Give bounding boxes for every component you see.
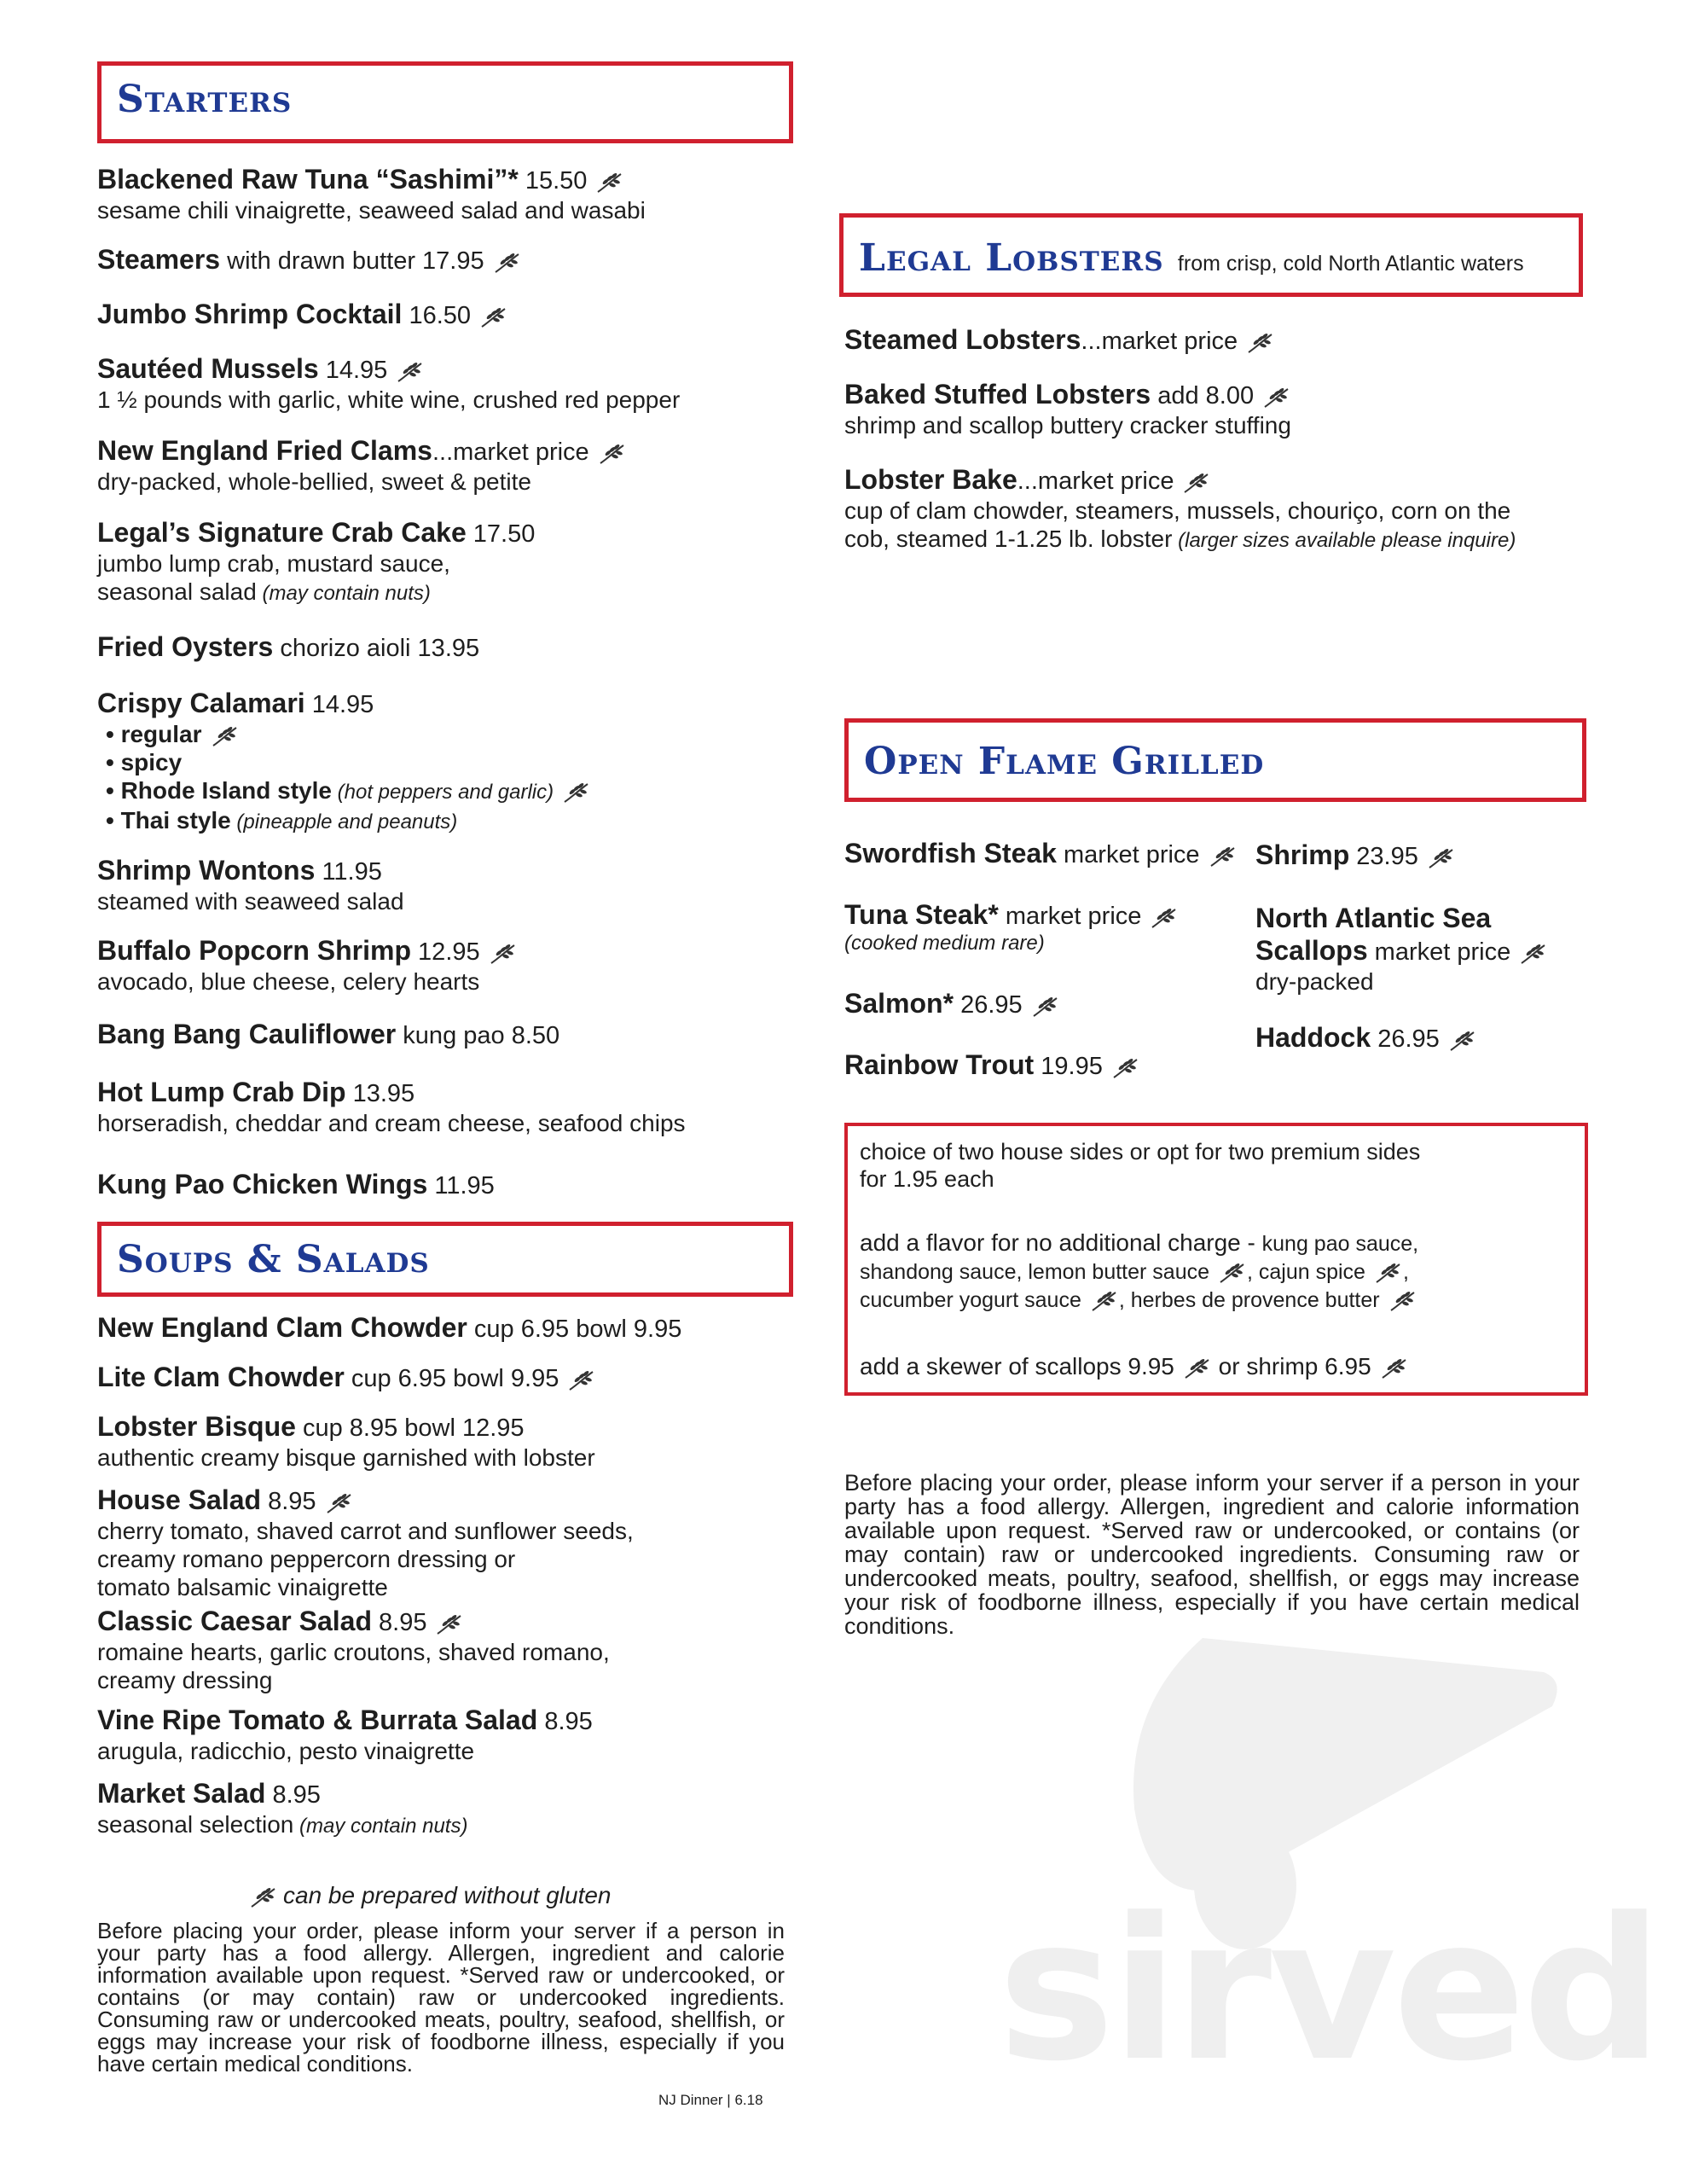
menu-item-name: Lobster Bake: [844, 464, 1017, 495]
menu-item: [97, 855, 797, 915]
option-label: • Rhode Island style: [106, 777, 332, 804]
menu-item-name: New England Clam Chowder: [97, 1312, 467, 1343]
allergy-disclaimer-left: Before placing your order, please inform your server if a person in your party has a food allergy. Allergen, ingredient and calorie information available upon request. *Served raw or undercooked, or contains (or may contain) raw or undercooked ingredients. Consuming raw or undercooked meats, poultry, seafood, shellfish, or eggs may increase your risk of foodborne illness, especially if you have certain medical conditions.: [97, 1918, 785, 2077]
skewer-shrimp: or shrimp 6.95: [1211, 1353, 1371, 1380]
gluten-free-icon: [396, 360, 425, 382]
watermark-text: sirved: [998, 1877, 1660, 2105]
menu-item-name: Baked Stuffed Lobsters: [844, 379, 1151, 410]
menu-item-header: [97, 244, 797, 276]
menu-item-price: 8.50: [504, 1022, 560, 1049]
gluten-free-icon: [479, 305, 508, 328]
menu-item: [1255, 903, 1597, 935]
menu-item-detail: ...market price: [1081, 328, 1238, 355]
sides-line-1: choice of two house sides or opt for two premium sides: [860, 1139, 1421, 1165]
menu-item-name: Fried Oysters: [97, 631, 274, 662]
menu-item-header: [1255, 1022, 1597, 1054]
flavor-option-kung-pao: kung pao sauce,: [1261, 1232, 1419, 1256]
menu-item: [97, 353, 797, 414]
menu-item-price: 19.95: [1034, 1053, 1103, 1080]
gluten-free-icon: [1150, 906, 1179, 928]
menu-item-description: jumbo lump crab, mustard sauce,: [97, 550, 450, 577]
menu-item-header: [97, 435, 797, 468]
menu-item-option: [106, 776, 797, 806]
menu-item-option: [106, 748, 797, 776]
menu-item-price: 11.95: [427, 1172, 495, 1199]
menu-item-description: creamy dressing: [97, 1667, 273, 1693]
menu-item-header: [97, 299, 797, 331]
menu-item-header: [97, 631, 797, 664]
menu-item-description: arugula, radicchio, pesto vinaigrette: [97, 1738, 475, 1764]
gluten-free-icon: [1380, 1357, 1409, 1380]
menu-item-detail: ...market price: [1017, 468, 1174, 495]
menu-item-header: [97, 1705, 797, 1737]
menu-item-price: 8.00: [1198, 382, 1255, 410]
flavor-option-shandong-lemon: shandong sauce, lemon butter sauce: [860, 1260, 1209, 1284]
menu-item-name: Kung Pao Chicken Wings: [97, 1169, 428, 1199]
gluten-free-icon: [567, 1368, 596, 1391]
menu-item-price: 23.95: [1349, 843, 1418, 870]
menu-item-name: Classic Caesar Salad: [97, 1606, 372, 1636]
menu-item-header: [97, 1411, 797, 1443]
menu-item-price: 14.95: [318, 357, 388, 384]
menu-item-name: House Salad: [97, 1484, 262, 1515]
menu-item: [97, 1411, 797, 1472]
menu-item-price: 8.95: [261, 1488, 316, 1515]
menu-item-header: [844, 379, 1595, 411]
menu-item: [97, 1778, 797, 1840]
menu-item-name: Haddock: [1255, 1022, 1371, 1053]
menu-item-price: 26.95: [954, 991, 1023, 1019]
menu-item: [1255, 935, 1597, 996]
gluten-free-icon: [1448, 1029, 1477, 1051]
menu-item-description: tomato balsamic vinaigrette: [97, 1574, 388, 1600]
menu-item-header: [97, 855, 797, 887]
soups-title: Soups & Salads: [117, 1238, 430, 1281]
gluten-free-icon: [1031, 995, 1060, 1017]
menu-item-note: (may contain nuts): [293, 1815, 468, 1838]
flavor-option-cucumber: cucumber yogurt sauce: [860, 1288, 1081, 1312]
menu-item-header: [97, 353, 797, 386]
menu-item-option: [106, 806, 797, 836]
option-label: • regular: [106, 721, 202, 747]
gluten-free-icon: [325, 1491, 354, 1513]
menu-item-description: avocado, blue cheese, celery hearts: [97, 968, 480, 995]
menu-item-header: [97, 1312, 797, 1345]
menu-item-detail: market price: [1367, 938, 1511, 966]
menu-item-note: (larger sizes available please inquire): [1172, 529, 1516, 552]
menu-item-detail: ...market price: [432, 439, 589, 466]
gluten-free-icon: [1182, 471, 1211, 493]
menu-item-note: (cooked medium rare): [844, 932, 1045, 955]
sides-line-2: for 1.95 each: [860, 1166, 994, 1192]
menu-item-description: horseradish, cheddar and cream cheese, seafood chips: [97, 1110, 686, 1136]
menu-item-detail: kung pao: [396, 1022, 505, 1049]
gluten-free-icon: [1519, 942, 1548, 964]
gluten-free-icon: [211, 725, 240, 747]
menu-item-description: cherry tomato, shaved carrot and sunflower seeds,: [97, 1518, 634, 1544]
menu-item-description: dry-packed: [1255, 968, 1374, 995]
flavor-option-herbes: , herbes de provence butter: [1118, 1288, 1380, 1312]
menu-item-header: [844, 324, 1595, 357]
menu-item: [844, 988, 1254, 1020]
menu-item: [844, 1049, 1254, 1082]
menu-item-description: shrimp and scallop buttery cracker stuffing: [844, 412, 1291, 439]
menu-item-detail: add: [1151, 382, 1199, 410]
flavor-option-cajun: , cajun spice: [1247, 1260, 1365, 1284]
menu-item-description: sesame chili vinaigrette, seaweed salad and wasabi: [97, 197, 646, 224]
menu-item-price: 14.95: [304, 691, 374, 718]
menu-item: [97, 244, 797, 276]
menu-item-price: 8.95: [371, 1609, 427, 1636]
menu-item-name: Tuna Steak*: [844, 899, 999, 930]
gluten-free-icon: [1090, 1290, 1119, 1312]
gluten-free-icon: [598, 442, 627, 464]
menu-item-description: cup of clam chowder, steamers, mussels, chouriço, corn on the: [844, 497, 1511, 524]
menu-item: [97, 1019, 797, 1051]
starters-header-box: [97, 61, 793, 143]
gluten-free-icon: [493, 251, 522, 273]
menu-item-description: steamed with seaweed salad: [97, 888, 404, 915]
menu-item-price: 26.95: [1371, 1025, 1440, 1053]
menu-item: [97, 1705, 797, 1765]
menu-item-price: 16.50: [402, 302, 472, 329]
grilled-header-box: [844, 718, 1586, 802]
menu-item: [97, 1362, 797, 1394]
gluten-free-icon: [435, 1612, 464, 1635]
menu-item: [97, 1169, 797, 1201]
starters-title: Starters: [117, 78, 293, 121]
lobsters-title: Legal Lobsters from crisp, cold North Atlantic waters: [859, 236, 1524, 280]
gluten-free-icon: [1388, 1290, 1417, 1312]
menu-item: [97, 435, 797, 496]
gluten-free-icon: [1374, 1262, 1403, 1284]
menu-item-description: romaine hearts, garlic croutons, shaved romano,: [97, 1639, 610, 1665]
menu-item-name: Lobster Bisque: [97, 1411, 296, 1442]
menu-item-header: [97, 1019, 797, 1051]
menu-item-price: 13.95: [410, 635, 480, 662]
option-note: (pineapple and peanuts): [230, 810, 458, 834]
menu-item-description: authentic creamy bisque garnished with lobster: [97, 1444, 595, 1471]
menu-item-price: cup 8.95 bowl 12.95: [295, 1414, 525, 1442]
gluten-free-icon: [1427, 846, 1456, 868]
gluten-free-icon: [249, 1886, 278, 1908]
menu-item-option: [106, 720, 797, 748]
gluten-free-icon: [1262, 386, 1291, 408]
menu-item-price: 17.95: [415, 247, 484, 275]
menu-item-name: Market Salad: [97, 1778, 266, 1809]
menu-item-price: 13.95: [345, 1080, 415, 1107]
menu-item-description: cob, steamed 1-1.25 lb. lobster (larger sizes available please inquire): [844, 526, 1516, 552]
soups-header-box: [97, 1222, 793, 1297]
menu-item-name: Steamers: [97, 244, 221, 275]
menu-item-detail: chorizo aioli: [273, 635, 411, 662]
menu-item-header: [1255, 839, 1597, 872]
menu-item: [844, 899, 1254, 956]
menu-item-name: Bang Bang Cauliflower: [97, 1019, 397, 1049]
menu-item-description: seasonal selection (may contain nuts): [97, 1811, 468, 1838]
menu-item: [97, 517, 797, 607]
gluten-free-icon: [1246, 331, 1275, 353]
menu-item: [97, 631, 797, 664]
menu-item: [97, 1484, 797, 1601]
menu-item: [97, 935, 797, 996]
menu-item: [97, 1312, 797, 1345]
menu-item-name: Shrimp Wontons: [97, 855, 316, 886]
menu-item: [97, 164, 797, 224]
menu-item-name: Scallops: [1255, 935, 1368, 966]
menu-item-name: Vine Ripe Tomato & Burrata Salad: [97, 1705, 538, 1735]
menu-item: [844, 379, 1595, 439]
menu-item-price: cup 6.95 bowl 9.95: [467, 1316, 682, 1343]
menu-item-name: Salmon*: [844, 988, 954, 1019]
menu-item: [97, 688, 797, 836]
menu-item-detail: market price: [1056, 841, 1200, 868]
menu-item-price: 11.95: [315, 858, 382, 886]
menu-item-name: Swordfish Steak: [844, 838, 1057, 868]
menu-item-header: [97, 935, 797, 967]
menu-item-header: [97, 164, 797, 196]
menu-item: [1255, 1022, 1597, 1054]
menu-item: [844, 324, 1595, 357]
menu-item-description: dry-packed, whole-bellied, sweet & petite: [97, 468, 531, 495]
menu-item-name: Lite Clam Chowder: [97, 1362, 345, 1392]
grilled-title: Open Flame Grilled: [864, 740, 1265, 783]
menu-item-price: 12.95: [411, 938, 480, 966]
menu-item: [97, 1077, 797, 1137]
menu-item-description: seasonal salad (may contain nuts): [97, 578, 431, 605]
menu-item-name: Rainbow Trout: [844, 1049, 1035, 1080]
menu-item-name: Sautéed Mussels: [97, 353, 319, 384]
menu-item: [844, 464, 1595, 555]
menu-item-name: North Atlantic Sea: [1255, 903, 1492, 933]
menu-item-price: 8.95: [537, 1708, 593, 1735]
menu-item-name: Shrimp: [1255, 839, 1350, 870]
menu-item-header: [97, 1778, 797, 1810]
gluten-free-icon: [1209, 845, 1238, 867]
menu-item: [97, 299, 797, 331]
menu-item-name: Legal’s Signature Crab Cake: [97, 517, 467, 548]
menu-item-header: [844, 1049, 1254, 1082]
menu-item-header: [844, 464, 1595, 497]
menu-item-name: Steamed Lobsters: [844, 324, 1081, 355]
gluten-free-icon: [1111, 1056, 1140, 1078]
menu-item-name: New England Fried Clams: [97, 435, 432, 466]
menu-item-detail: with drawn butter: [220, 247, 415, 275]
menu-item-header: [97, 517, 797, 549]
menu-item-header: [97, 1606, 797, 1638]
menu-item: [1255, 839, 1597, 872]
menu-item-name: Jumbo Shrimp Cocktail: [97, 299, 403, 329]
menu-item-name: Hot Lump Crab Dip: [97, 1077, 346, 1107]
menu-item-description: 1 ½ pounds with garlic, white wine, crushed red pepper: [97, 386, 681, 413]
menu-item-description: creamy romano peppercorn dressing or: [97, 1546, 516, 1572]
menu-item-note: (may contain nuts): [256, 582, 431, 605]
menu-item-name: Blackened Raw Tuna “Sashimi”*: [97, 164, 519, 195]
menu-item-header: [844, 838, 1254, 870]
gluten-free-icon: [1218, 1262, 1247, 1284]
allergy-disclaimer-right: Before placing your order, please inform your server if a person in your party has a food allergy. Allergen, ingredient and calorie information available upon request. *Served raw or undercooked, or contains (or may contain) raw or undercooked ingredients. Consuming raw or undercooked meats, poultry, seafood, shellfish, or eggs may increase your risk of foodborne illness, especially if you have certain medical conditions.: [844, 1470, 1580, 1639]
menu-item-price: 15.50: [518, 167, 588, 195]
gluten-free-icon: [489, 942, 518, 964]
menu-item-price: cup 6.95 bowl 9.95: [344, 1365, 559, 1392]
flavor-intro: add a flavor for no additional charge: [860, 1229, 1241, 1256]
menu-item-detail: market price: [998, 903, 1142, 930]
lobsters-subtitle: from crisp, cold North Atlantic waters: [1177, 252, 1524, 276]
menu-item: [97, 1606, 797, 1694]
menu-item: [844, 838, 1254, 870]
sides-box: choice of two house sides or opt for two premium sides for 1.95 each add a flavor for no additional charge - kung pao sauce, shandong sauce, lemon butter sauce , cajun spice , cucumber yogurt sauce , herbes de provence butter add a skewer of scallops 9.95 or shrimp 6.95: [844, 1123, 1588, 1396]
menu-item-header: [1255, 935, 1597, 967]
menu-item-header: [844, 988, 1254, 1020]
skewer-scallops: add a skewer of scallops 9.95: [860, 1353, 1174, 1380]
menu-item-header: [1255, 903, 1597, 935]
gluten-free-icon: [595, 171, 624, 193]
menu-item-name: Crispy Calamari: [97, 688, 305, 718]
menu-item-price: 8.95: [265, 1781, 321, 1809]
gluten-free-icon: [562, 781, 591, 804]
option-label: • spicy: [106, 749, 183, 775]
option-label: • Thai style: [106, 807, 231, 834]
menu-item-name: Buffalo Popcorn Shrimp: [97, 935, 411, 966]
menu-item-header: [97, 1169, 797, 1201]
menu-item-header: [97, 1484, 797, 1517]
menu-item-header: [97, 688, 797, 720]
menu-item-header: [97, 1077, 797, 1109]
menu-footer: NJ Dinner | 6.18: [658, 2092, 763, 2108]
option-note: (hot peppers and garlic): [331, 781, 554, 804]
menu-item-header: [97, 1362, 797, 1394]
menu-item-header: [844, 899, 1254, 932]
gluten-free-icon: [1183, 1357, 1212, 1380]
gluten-legend: can be prepared without gluten: [249, 1882, 612, 1909]
menu-item-price: 17.50: [466, 520, 536, 548]
lobsters-header-box: [839, 213, 1583, 297]
